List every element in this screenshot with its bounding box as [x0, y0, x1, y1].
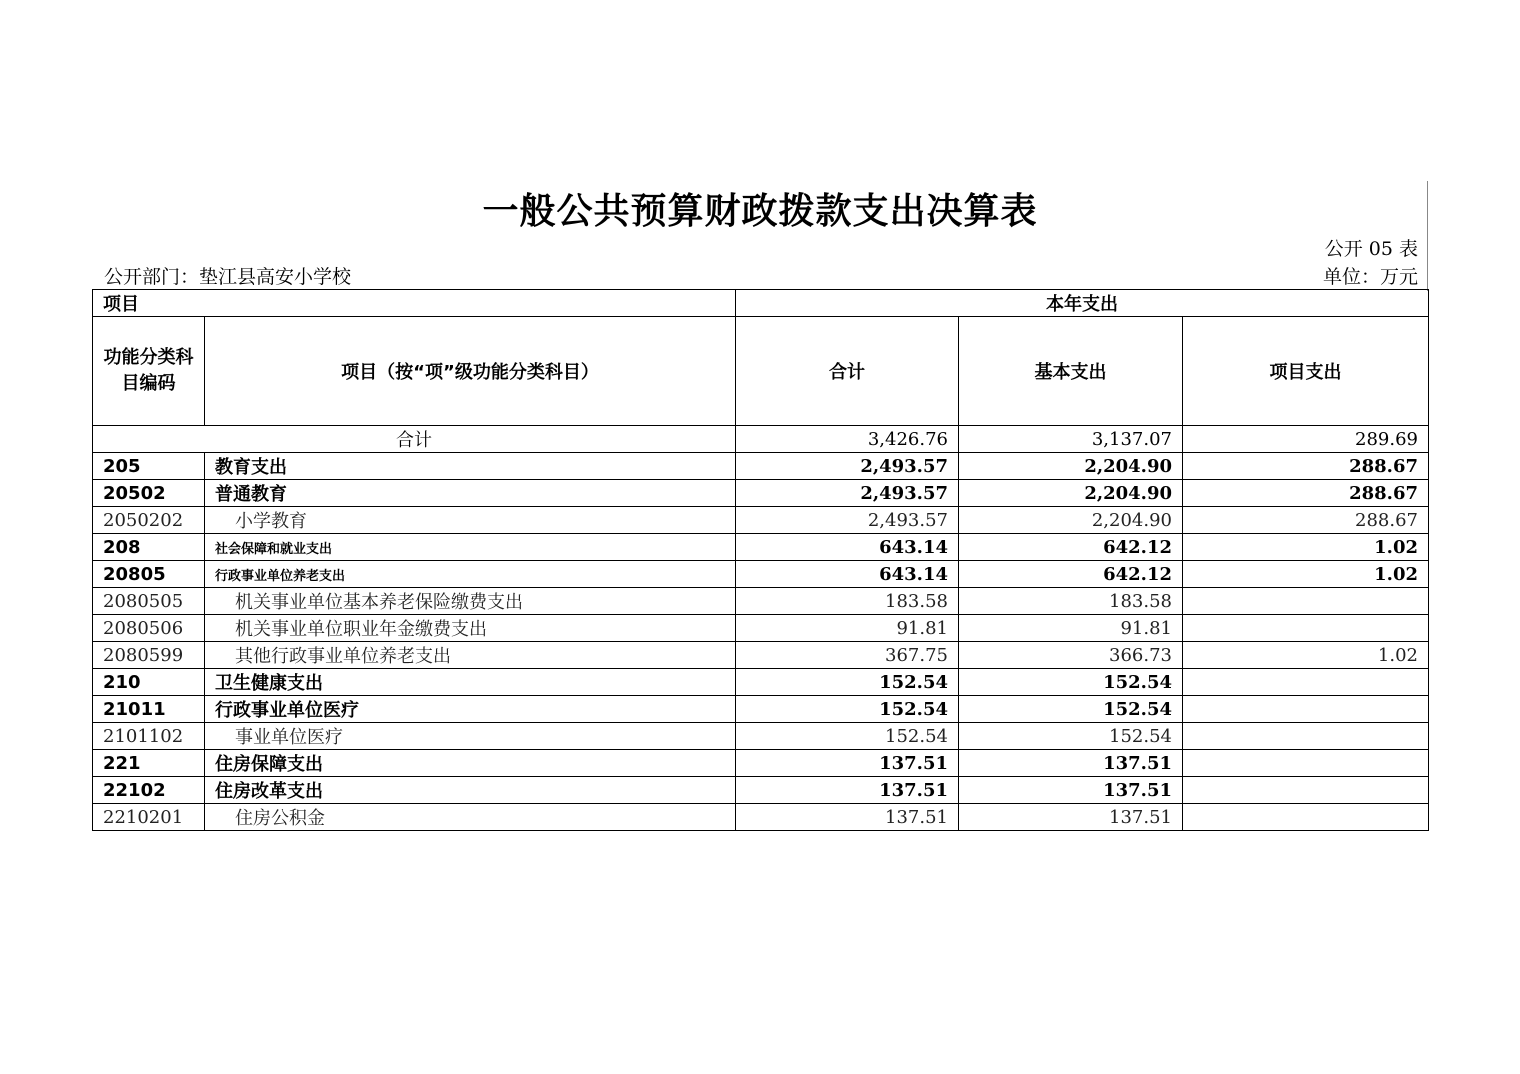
row-code: 2210201 [93, 804, 205, 831]
row-basic: 2,204.90 [959, 453, 1183, 480]
row-project [1183, 723, 1429, 750]
row-name: 行政事业单位医疗 [205, 696, 736, 723]
row-basic: 137.51 [959, 750, 1183, 777]
table-row [93, 561, 1429, 588]
table-row [93, 642, 1429, 669]
header-name-column: 项目（按“项”级功能分类科目） [205, 317, 736, 426]
row-code: 2080506 [93, 615, 205, 642]
row-total: 152.54 [736, 723, 959, 750]
row-code: 2101102 [93, 723, 205, 750]
header-row-columns [93, 317, 1429, 426]
expenditure-table [92, 289, 1429, 831]
header-row-top [93, 290, 1429, 317]
page-title: 一般公共预算财政拨款支出决算表 [482, 191, 1038, 232]
row-total: 367.75 [736, 642, 959, 669]
row-project [1183, 777, 1429, 804]
row-name: 卫生健康支出 [205, 669, 736, 696]
row-project [1183, 696, 1429, 723]
margin-rule [1427, 181, 1428, 291]
row-basic: 2,204.90 [959, 480, 1183, 507]
row-name: 教育支出 [205, 453, 736, 480]
row-name: 小学教育 [205, 507, 736, 534]
row-project: 288.67 [1183, 453, 1429, 480]
row-project [1183, 615, 1429, 642]
row-project: 1.02 [1183, 561, 1429, 588]
table-row [93, 480, 1429, 507]
row-basic: 183.58 [959, 588, 1183, 615]
row-code: 2080599 [93, 642, 205, 669]
row-code: 20502 [93, 480, 205, 507]
row-project [1183, 750, 1429, 777]
row-code: 208 [93, 534, 205, 561]
row-basic: 366.73 [959, 642, 1183, 669]
row-basic: 642.12 [959, 534, 1183, 561]
table-row [93, 588, 1429, 615]
header-total-column: 合计 [736, 317, 959, 426]
row-total: 643.14 [736, 561, 959, 588]
total-project: 289.69 [1183, 426, 1429, 453]
row-name: 社会保障和就业支出 [205, 534, 736, 561]
row-code: 2050202 [93, 507, 205, 534]
row-code: 221 [93, 750, 205, 777]
row-total: 183.58 [736, 588, 959, 615]
table-row [93, 804, 1429, 831]
form-code: 公开 05 表 [1324, 238, 1418, 260]
table-row [93, 696, 1429, 723]
row-total: 2,493.57 [736, 480, 959, 507]
row-project [1183, 669, 1429, 696]
department-label: 公开部门：垫江县高安小学校 [104, 266, 352, 288]
table-row [93, 615, 1429, 642]
row-basic: 152.54 [959, 723, 1183, 750]
row-name: 事业单位医疗 [205, 723, 736, 750]
row-name: 普通教育 [205, 480, 736, 507]
row-basic: 91.81 [959, 615, 1183, 642]
total-basic: 3,137.07 [959, 426, 1183, 453]
row-code: 22102 [93, 777, 205, 804]
row-total: 137.51 [736, 777, 959, 804]
row-total: 91.81 [736, 615, 959, 642]
row-name: 住房改革支出 [205, 777, 736, 804]
row-name: 住房公积金 [205, 804, 736, 831]
row-name: 行政事业单位养老支出 [205, 561, 736, 588]
row-project: 1.02 [1183, 534, 1429, 561]
table-row [93, 777, 1429, 804]
row-name: 机关事业单位职业年金缴费支出 [205, 615, 736, 642]
row-name: 机关事业单位基本养老保险缴费支出 [205, 588, 736, 615]
row-code: 210 [93, 669, 205, 696]
row-project [1183, 804, 1429, 831]
header-current-year: 本年支出 [736, 290, 1429, 317]
row-name: 其他行政事业单位养老支出 [205, 642, 736, 669]
table-row [93, 534, 1429, 561]
total-label: 合计 [93, 426, 736, 453]
row-project: 288.67 [1183, 480, 1429, 507]
total-row [93, 426, 1429, 453]
row-total: 2,493.57 [736, 507, 959, 534]
row-project [1183, 588, 1429, 615]
row-project: 288.67 [1183, 507, 1429, 534]
table-row [93, 723, 1429, 750]
header-project-column: 项目支出 [1183, 317, 1429, 426]
row-total: 643.14 [736, 534, 959, 561]
row-basic: 152.54 [959, 669, 1183, 696]
total-amount: 3,426.76 [736, 426, 959, 453]
unit-label: 单位：万元 [1322, 266, 1418, 288]
row-total: 137.51 [736, 804, 959, 831]
table-row [93, 669, 1429, 696]
row-project: 1.02 [1183, 642, 1429, 669]
header-code-column: 功能分类科目编码 [93, 317, 205, 426]
row-basic: 2,204.90 [959, 507, 1183, 534]
row-total: 152.54 [736, 696, 959, 723]
row-basic: 137.51 [959, 777, 1183, 804]
row-code: 2080505 [93, 588, 205, 615]
row-name: 住房保障支出 [205, 750, 736, 777]
header-basic-column: 基本支出 [959, 317, 1183, 426]
row-total: 152.54 [736, 669, 959, 696]
row-code: 205 [93, 453, 205, 480]
row-code: 21011 [93, 696, 205, 723]
table-row [93, 453, 1429, 480]
row-basic: 152.54 [959, 696, 1183, 723]
row-basic: 137.51 [959, 804, 1183, 831]
row-total: 2,493.57 [736, 453, 959, 480]
table-row [93, 507, 1429, 534]
row-basic: 642.12 [959, 561, 1183, 588]
table-row [93, 750, 1429, 777]
row-total: 137.51 [736, 750, 959, 777]
header-project: 项目 [93, 290, 736, 317]
row-code: 20805 [93, 561, 205, 588]
